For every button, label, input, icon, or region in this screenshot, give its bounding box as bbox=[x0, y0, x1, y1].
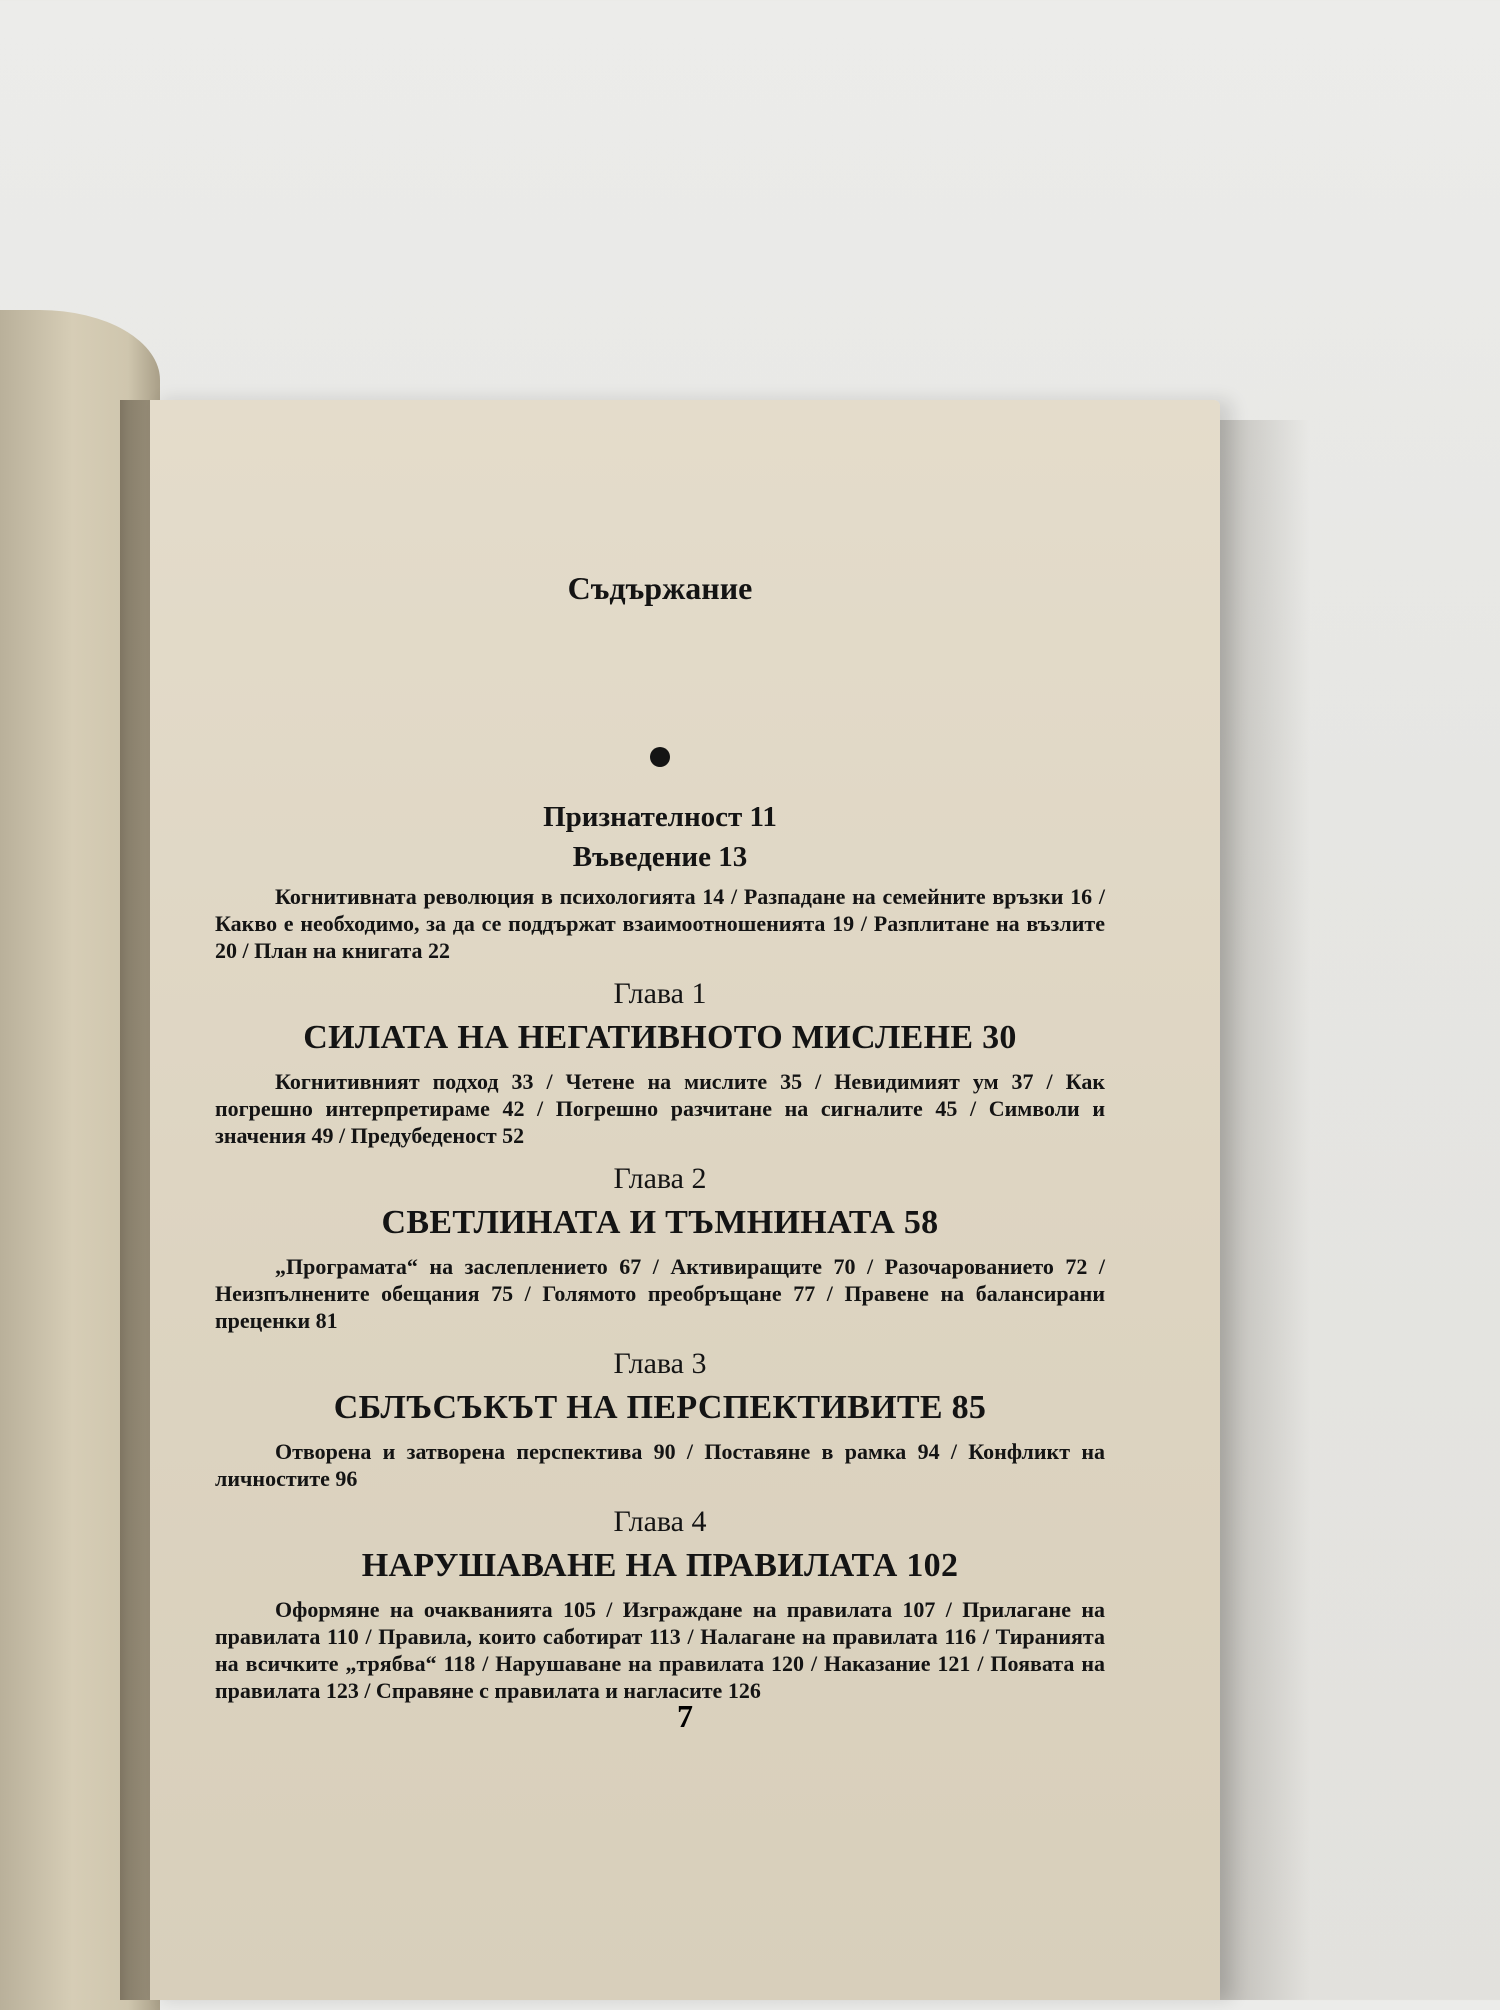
page-number: 7 bbox=[677, 1698, 693, 1734]
chapter-1-title: СИЛАТА НА НЕГАТИВНОТО МИСЛЕНЕ 30 bbox=[303, 1019, 1017, 1056]
chapter-2-sections: „Програмата“ на заслеплението 67 / Активиращите 70 / Разочарованието 72 / Неизпълнените обещания 75 / Голямото преобръщане 77 / Правене на балансирани преценки 81 bbox=[215, 1254, 1105, 1333]
page-shadow bbox=[1220, 420, 1310, 2000]
chapter-3-label: Глава 3 bbox=[613, 1347, 707, 1380]
toc-entry-introduction: Въведение 13 bbox=[572, 841, 748, 873]
chapter-2-title: СВЕТЛИНАТА И ТЪМНИНАТА 58 bbox=[381, 1204, 939, 1241]
chapter-1-label: Глава 1 bbox=[613, 977, 707, 1010]
toc-entry-acknowledgements: Признателност 11 bbox=[543, 801, 777, 833]
chapter-4-sections: Оформяне на очакванията 105 / Изграждане на правилата 107 / Прилагане на правилата 110 / Правила, които саботират 113 / Налагане на правилата 116 / Тиранията на всичките „трябва“ 118 / Нарушаване на правилата 120 / Наказание 121 / Появата на правилата 123 / Справяне с правилата и нагласите 126 bbox=[215, 1597, 1105, 1703]
chapter-4-label: Глава 4 bbox=[613, 1505, 707, 1538]
chapter-3-title: СБЛЪСЪКЪТ НА ПЕРСПЕКТИВИТЕ 85 bbox=[333, 1389, 987, 1426]
page-title: Съдържание bbox=[567, 570, 753, 606]
chapter-2-label: Глава 2 bbox=[613, 1162, 707, 1195]
chapter-4-title: НАРУШАВАНЕ НА ПРАВИЛАТА 102 bbox=[361, 1547, 959, 1584]
chapter-3-sections: Отворена и затворена перспектива 90 / Поставяне в рамка 94 / Конфликт на личностите 96 bbox=[215, 1439, 1105, 1491]
chapter-1-sections: Когнитивният подход 33 / Четене на мислите 35 / Невидимият ум 37 / Как погрешно интерпретираме 42 / Погрешно разчитане на сигналите 45 / Символи и значения 49 / Предубеденост 52 bbox=[215, 1069, 1105, 1148]
bullet-ornament bbox=[650, 747, 670, 767]
introduction-sections: Когнитивната революция в психологията 14 / Разпадане на семейните връзки 16 / Какво е необходимо, за да се поддържат взаимоотношенията 19 / Разплитане на възлите 20 / План на книгата 22 bbox=[215, 884, 1105, 963]
table-of-contents bbox=[215, 570, 1105, 1714]
